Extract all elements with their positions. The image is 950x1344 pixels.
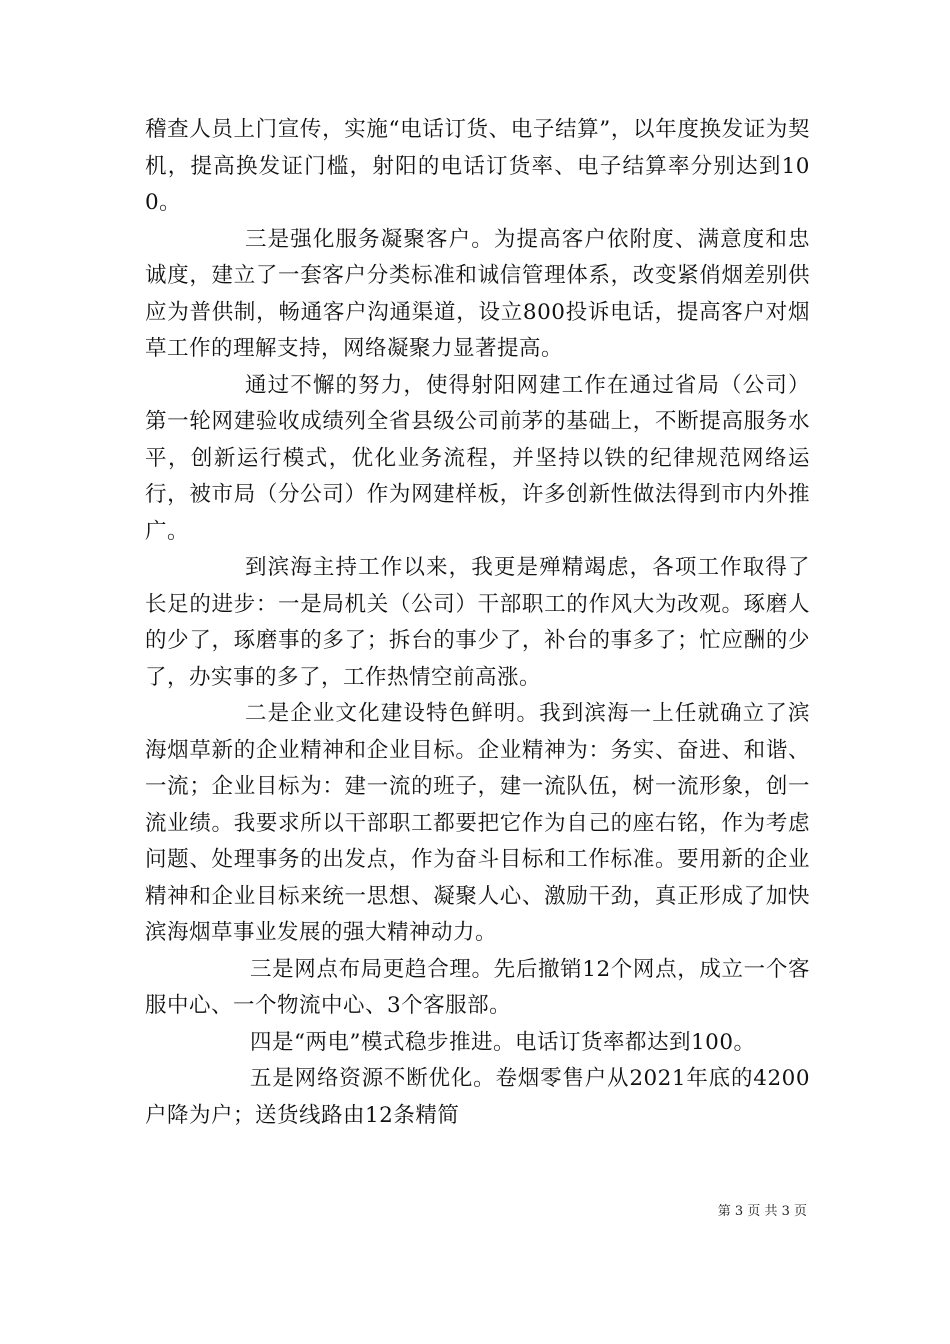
document-body — [145, 112, 810, 1134]
paragraph-2: 三是强化服务凝聚客户。为提高客户依附度、满意度和忠诚度，建立了一套客户分类标准和诚信管理体系，改变紧俏烟差别供应为普供制，畅通客户沟通渠道，设立800投诉电话，提高客户对烟草工作的理解支持，网络凝聚力显著提高。 — [145, 226, 810, 361]
page-number-footer: 第 3 页 共 3 页 — [717, 1204, 807, 1219]
paragraph-6: 三是网点布局更趋合理。先后撤销12个网点，成立一个客服中心、一个物流中心、3个客服部。 — [145, 956, 810, 1018]
paragraph-1: 稽查人员上门宣传，实施“电话订货、电子结算”，以年度换发证为契机，提高换发证门槛，射阳的电话订货率、电子结算率分别达到100。 — [145, 117, 810, 215]
paragraph-4: 到滨海主持工作以来，我更是殚精竭虑，各项工作取得了长足的进步：一是局机关（公司）干部职工的作风大为改观。琢磨人的少了，琢磨事的多了；拆台的事少了，补台的事多了；忙应酬的少了，办实事的多了，工作热情空前高涨。 — [145, 555, 810, 690]
paragraph-5: 二是企业文化建设特色鲜明。我到滨海一上任就确立了滨海烟草新的企业精神和企业目标。企业精神为：务实、奋进、和谐、一流；企业目标为：建一流的班子，建一流队伍，树一流形象，创一流业绩。我要求所以干部职工都要把它作为自己的座右铭，作为考虑问题、处理事务的出发点，作为奋斗目标和工作标准。要用新的企业精神和企业目标来统一思想、凝聚人心、激励干劲，真正形成了加快滨海烟草事业发展的强大精神动力。 — [145, 701, 810, 945]
paragraph-7: 四是“两电”模式稳步推进。电话订货率都达到100。 — [250, 1029, 756, 1055]
paragraph-3: 通过不懈的努力，使得射阳网建工作在通过省局（公司）第一轮网建验收成绩列全省县级公司前茅的基础上，不断提高服务水平，创新运行模式，优化业务流程，并坚持以铁的纪律规范网络运行，被市局（分公司）作为网建样板，许多创新性做法得到市内外推广。 — [145, 372, 810, 544]
paragraph-8: 五是网络资源不断优化。卷烟零售户从2021年底的4200户降为户；送货线路由12条精简 — [145, 1066, 810, 1128]
